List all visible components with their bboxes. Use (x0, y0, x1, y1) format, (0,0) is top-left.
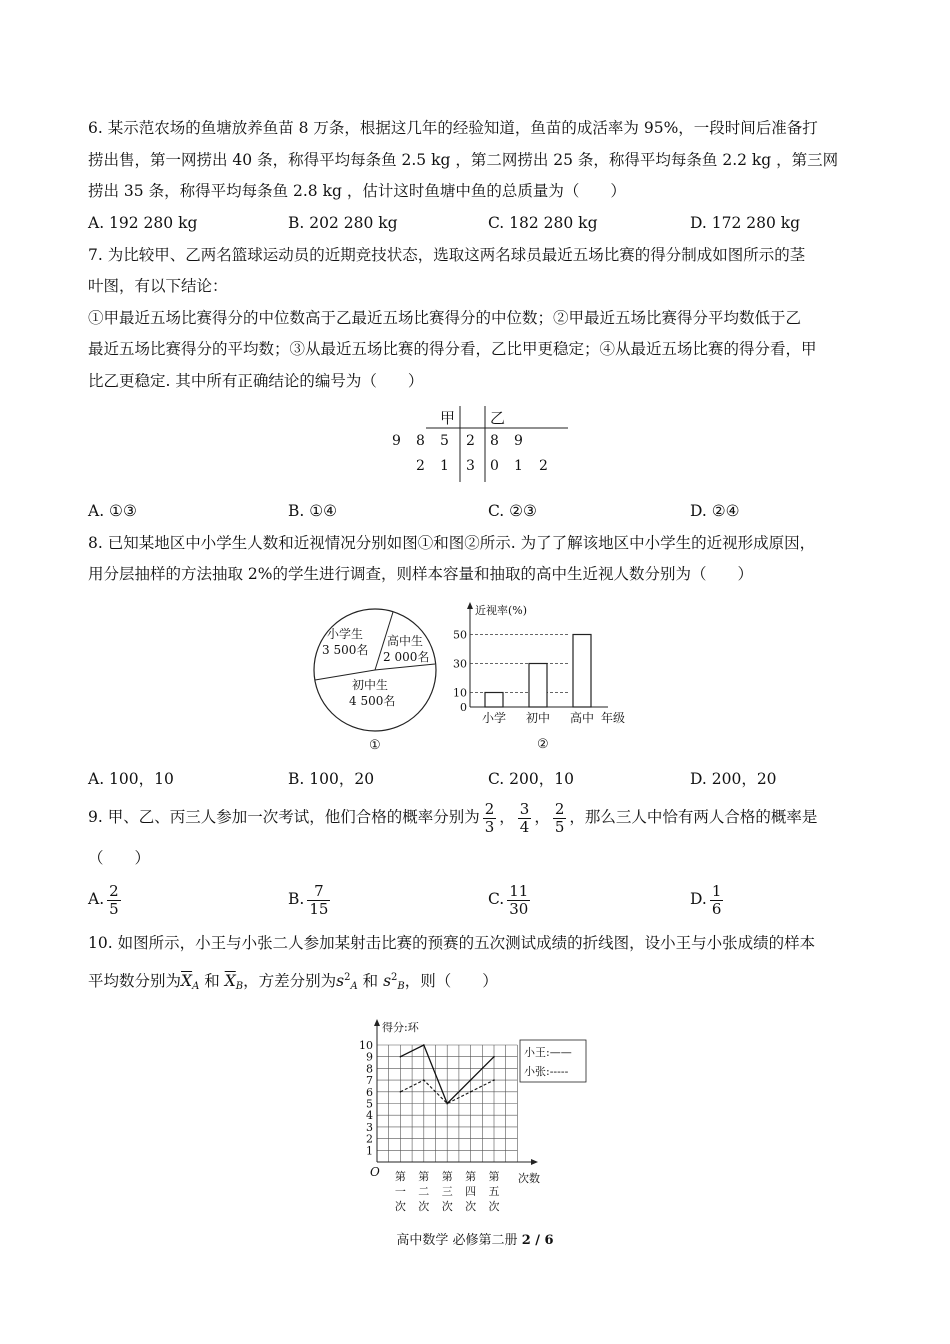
frac-num: 7 (314, 881, 324, 900)
q10-text: ，方差分别为 (243, 972, 337, 990)
series-point-小王 (493, 1056, 495, 1058)
bar-3 (573, 635, 591, 708)
bar-y-arrow (467, 602, 473, 609)
bar-x-label: 年级 (601, 711, 626, 725)
q7-option-d: D. ②④ (690, 502, 740, 520)
line-x-tick-label: 三 (441, 1185, 453, 1198)
series-point-小王 (400, 1056, 402, 1058)
variance-power: 2 (391, 972, 398, 983)
mean-subscript: B (235, 981, 244, 992)
line-y-tick-label: 4 (366, 1109, 373, 1123)
option-label: C. (488, 890, 505, 908)
q10-text: ，则（ ） (404, 972, 498, 990)
line-x-arrow (531, 1159, 538, 1165)
series-point-小王 (470, 1079, 472, 1081)
line-x-tick-label: 五 (488, 1185, 500, 1198)
line-y-arrow (374, 1019, 380, 1026)
option-label: A. (88, 890, 105, 908)
bar-y-tick-label: 50 (453, 628, 467, 642)
line-y-tick-label: 5 (366, 1097, 373, 1111)
q7-option-b: B. ①④ (288, 502, 338, 520)
frac-den: 4 (519, 817, 530, 836)
line-origin-label: O (370, 1165, 380, 1179)
option-fraction (307, 883, 330, 918)
q10-text: 平均数分别为 (88, 972, 182, 990)
bar-caption: ② (537, 737, 549, 752)
bar-category-label: 初中 (525, 711, 551, 725)
q7-option-a: A. ①③ (88, 502, 137, 520)
variance-symbol: s (383, 972, 392, 990)
bar-y-label: 近视率(%) (475, 604, 528, 617)
line-legend-solid: 小王:—— (524, 1046, 572, 1059)
q8-option-d: D. 200，20 (690, 770, 777, 788)
bar-category-label: 高中 (569, 711, 595, 725)
stem-leaf-right-leaf: 8 (490, 433, 499, 449)
bar-1 (485, 693, 503, 708)
line-y-label: 得分:环 (382, 1021, 419, 1034)
option-fraction (710, 883, 724, 918)
stem-leaf-left-header: 甲 (440, 409, 456, 427)
bar-2 (529, 664, 547, 708)
bar-chart (448, 600, 638, 755)
pie-chart (305, 605, 445, 755)
stem-leaf-left-leaf: 1 (440, 458, 449, 474)
stem-leaf-stem: 2 (466, 433, 475, 449)
pie-count-senior: 2 000名 (383, 650, 430, 664)
mean-subscript: A (192, 981, 200, 992)
q7-line-3: ①甲最近五场比赛得分的中位数高于乙最近五场比赛得分的中位数；②甲最近五场比赛得分平均数低于乙 (88, 309, 802, 327)
q10-line-2 (88, 968, 498, 997)
frac-den: 15 (309, 899, 329, 918)
frac-num: 2 (484, 799, 495, 818)
q6-line-3: 捞出 35 条，称得平均每条鱼 2.8 kg ，估计这时鱼塘中鱼的总质量为（ ） (88, 182, 626, 200)
stem-leaf-right-leaf: 1 (514, 458, 523, 474)
line-y-tick-label: 8 (366, 1062, 373, 1076)
line-x-tick-label: 第 (441, 1170, 453, 1183)
q6-option-c: C. 182 280 kg (488, 214, 598, 232)
line-y-tick-label: 10 (359, 1039, 373, 1052)
q9-line-2: （ ） (88, 849, 151, 867)
q7-line-5: 比乙更稳定. 其中所有正确结论的编号为（ ） (88, 372, 424, 390)
q8-option-a: A. 100，10 (88, 770, 174, 788)
line-y-tick-label: 6 (366, 1085, 373, 1099)
stem-leaf-right-leaf: 2 (539, 458, 548, 474)
bar-y-tick-label: 0 (460, 701, 467, 714)
stem-leaf-left-leaf: 5 (440, 433, 449, 449)
frac-den: 5 (109, 899, 119, 918)
bar-y-tick-label: 30 (453, 657, 467, 671)
pie-count-primary: 3 500名 (322, 643, 369, 657)
line-y-tick-label: 3 (366, 1120, 373, 1134)
mean-symbol: $\overline{X}$ (224, 972, 236, 990)
stem-leaf-right-leaf: 0 (490, 458, 499, 474)
line-x-tick-label: 一 (394, 1185, 406, 1198)
series-point-小张 (446, 1103, 448, 1105)
q7-line-2: 叶图，有以下结论： (88, 277, 228, 295)
option-label: B. (288, 890, 305, 908)
q9-text-before: 9. 甲、乙、丙三人参加一次考试，他们合格的概率分别为 (88, 808, 480, 826)
q6-line-2: 捞出售，第一网捞出 40 条，称得平均每条鱼 2.5 kg ，第二网捞出 25 条，称得平均每条鱼 2.2 kg ，第三网 (88, 151, 839, 169)
q9-fraction (483, 801, 497, 836)
variance-subscript: B (397, 981, 405, 992)
option-fraction (107, 883, 121, 918)
line-y-tick-label: 9 (366, 1050, 373, 1064)
series-point-小王 (423, 1044, 425, 1046)
line-chart (355, 1018, 595, 1213)
stem-leaf-plot (380, 400, 580, 490)
q8-option-b: B. 100，20 (288, 770, 375, 788)
q9-fraction (518, 801, 532, 836)
pie-label-primary: 小学生 (327, 627, 364, 641)
q6-option-b: B. 202 280 kg (288, 214, 398, 232)
line-x-tick-label: 第 (488, 1170, 500, 1183)
q7-line-4: 最近五场比赛得分的平均数；③从最近五场比赛的得分看，乙比甲更稳定；④从最近五场比赛的得分看，甲 (88, 340, 817, 358)
mean-symbol: $\overline{X}$ (181, 972, 193, 990)
frac-num: 2 (109, 881, 119, 900)
stem-leaf-stem: 3 (466, 458, 475, 474)
q9-line-1: 9. 甲、乙、丙三人参加一次考试，他们合格的概率分别为 $\frac{2}{3}$ ， $\frac{3}{4}$ ， $\frac{2}{5}$ ，那么三人中恰有两人合格的概率是 (88, 799, 818, 836)
line-x-tick-label: 次 (418, 1200, 430, 1213)
line-x-tick-label: 第 (465, 1170, 477, 1183)
line-x-tick-label: 次 (465, 1200, 477, 1213)
stem-leaf-left-leaf: 8 (416, 433, 425, 449)
line-legend-dashed: 小张:----- (524, 1065, 569, 1078)
q6-option-a: A. 192 280 kg (88, 214, 198, 232)
q9-option-d (690, 880, 726, 918)
q9-fraction (553, 801, 567, 836)
q10-text: 和 (204, 972, 220, 990)
stem-leaf-left-leaf: 9 (392, 433, 401, 449)
variance-subscript: A (350, 981, 358, 992)
frac-den: 5 (554, 817, 565, 836)
frac-num: 2 (554, 799, 565, 818)
series-point-小张 (493, 1079, 495, 1081)
variance-power: 2 (344, 972, 351, 983)
q6-line-1: 6. 某示范农场的鱼塘放养鱼苗 8 万条，根据这几年的经验知道，鱼苗的成活率为 95%，一段时间后准备打 (88, 119, 818, 137)
stem-leaf-right-header: 乙 (490, 409, 506, 427)
option-label: D. (690, 890, 707, 908)
variance-symbol: s (336, 972, 345, 990)
bar-y-tick-label: 10 (453, 686, 467, 700)
pie-label-junior: 初中生 (352, 678, 389, 692)
frac-num: 1 (711, 881, 722, 900)
footer-title: 高中数学 必修第二册 (396, 1233, 518, 1248)
q8-line-1: 8. 已知某地区中小学生人数和近视情况分别如图①和图②所示. 为了了解该地区中小学生的近视形成原因， (88, 534, 816, 552)
line-x-tick-label: 第 (394, 1170, 406, 1183)
line-x-tick-label: 四 (465, 1185, 477, 1198)
option-fraction (507, 883, 530, 918)
q8-line-2: 用分层抽样的方法抽取 2%的学生进行调查，则样本容量和抽取的高中生近视人数分别为（ ） (88, 565, 754, 583)
pie-caption: ① (369, 738, 381, 753)
stem-leaf-left-leaf: 2 (416, 458, 425, 474)
q7-option-c: C. ②③ (488, 502, 537, 520)
page-footer (0, 1229, 950, 1248)
pie-count-junior: 4 500名 (349, 694, 396, 708)
q9-option-a (88, 880, 124, 918)
line-x-tick-label: 第 (418, 1170, 430, 1183)
q10-line-1: 10. 如图所示，小王与小张二人参加某射击比赛的预赛的五次测试成绩的折线图，设小王与小张成绩的样本 (88, 934, 816, 952)
series-point-小张 (423, 1079, 425, 1081)
line-x-tick-label: 次 (441, 1200, 453, 1213)
q7-line-1: 7. 为比较甲、乙两名篮球运动员的近期竞技状态，选取这两名球员最近五场比赛的得分制成如图所示的茎 (88, 246, 806, 264)
series-point-小张 (470, 1091, 472, 1093)
q8-option-c: C. 200，10 (488, 770, 574, 788)
frac-num: 3 (519, 799, 530, 818)
frac-den: 30 (509, 899, 529, 918)
line-y-tick-label: 7 (366, 1074, 373, 1088)
q9-option-c (488, 880, 533, 918)
frac-den: 3 (484, 817, 495, 836)
line-x-tick-label: 次 (394, 1200, 406, 1213)
pie-label-senior: 高中生 (387, 634, 424, 648)
q6-option-d: D. 172 280 kg (690, 214, 801, 232)
line-x-tick-label: 次 (488, 1200, 500, 1213)
line-y-tick-label: 1 (366, 1144, 373, 1158)
line-x-tick-label: 二 (418, 1185, 430, 1198)
q10-text: 和 (362, 972, 379, 990)
frac-den: 6 (711, 899, 722, 918)
stem-leaf-right-leaf: 9 (514, 433, 523, 449)
q9-text-after: ，那么三人中恰有两人合格的概率是 (569, 808, 818, 826)
frac-num: 11 (509, 881, 529, 900)
pie-divider (375, 664, 435, 670)
line-y-tick-label: 2 (366, 1132, 373, 1146)
bar-category-label: 小学 (481, 711, 507, 725)
line-x-label: 次数 (518, 1172, 540, 1185)
series-point-小张 (400, 1091, 402, 1093)
q9-option-b (288, 880, 333, 918)
footer-page-number: 2 / 6 (521, 1233, 554, 1248)
